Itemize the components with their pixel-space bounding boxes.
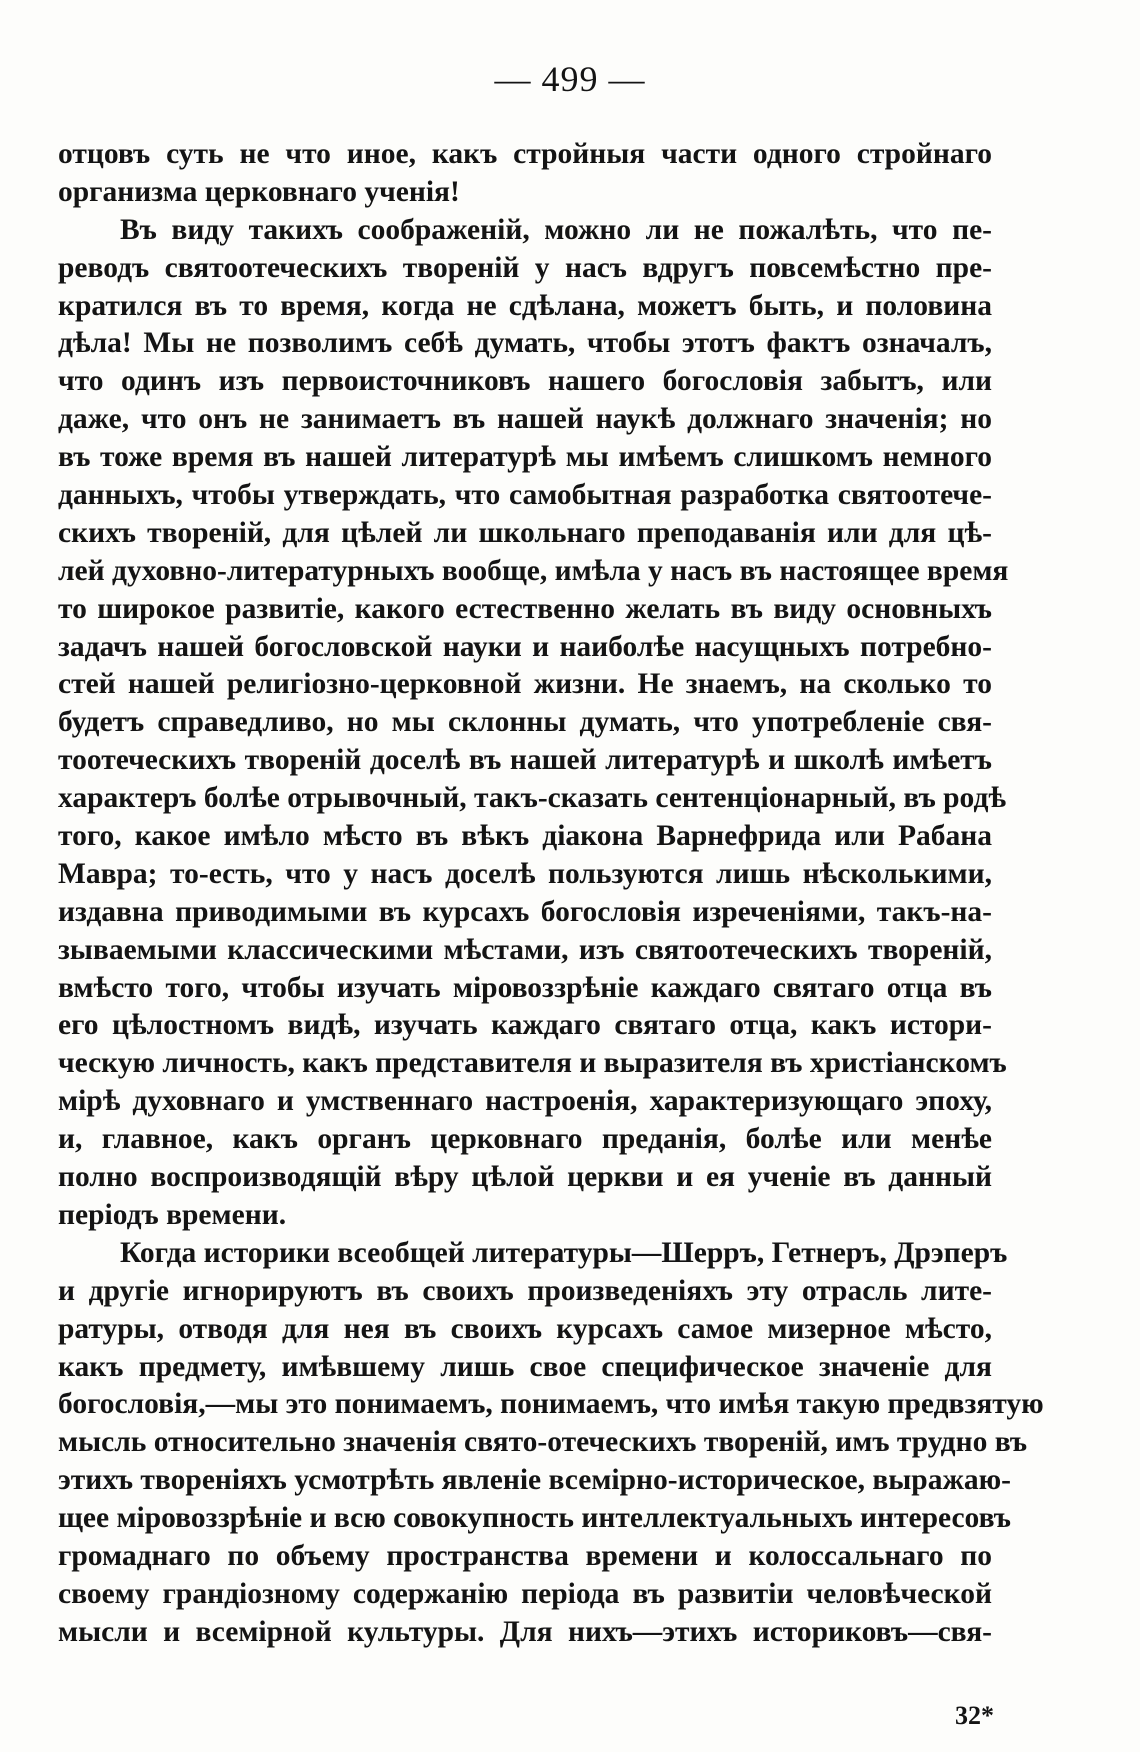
- text-line: будетъ справедливо, но мы склонны думать, что употребленіе свя-: [58, 706, 992, 739]
- text-line: стей нашей религіозно-церковной жизни. Не знаемъ, на сколько то: [58, 668, 992, 701]
- text-line: щее міровоззрѣніе и всю совокупность интеллектуальныхъ интересовъ: [58, 1502, 1011, 1535]
- text-line: Когда историки всеобщей литературы—Шерръ, Гетнеръ, Дрэперъ: [120, 1236, 1008, 1269]
- text-line: даже, что онъ не занимаетъ въ нашей наукѣ должнаго значенія; но: [58, 403, 992, 436]
- text-line: Въ виду такихъ соображеній, можно ли не пожалѣть, что пе-: [120, 213, 992, 246]
- text-line: ческую личность, какъ представителя и выразителя въ христіанскомъ: [58, 1047, 1007, 1080]
- text-line: зываемыми классическими мѣстами, изъ святоотеческихъ твореній,: [58, 933, 992, 966]
- text-line: тоотеческихъ твореній доселѣ въ нашей литературѣ и школѣ имѣетъ: [58, 744, 992, 777]
- text-line: организма церковнаго ученія!: [58, 175, 460, 208]
- paragraph: [58, 1235, 1044, 1652]
- text-line: Мавра; то-есть, что у насъ доселѣ пользуются лишь нѣсколькими,: [58, 857, 992, 890]
- text-line: богословія,—мы это понимаемъ, понимаемъ, что имѣя такую предвзятую: [58, 1388, 1044, 1421]
- text-line: періодъ времени.: [58, 1198, 287, 1231]
- text-line: кратился въ то время, когда не сдѣлана, можетъ быть, и половина: [58, 289, 992, 322]
- text-line: то широкое развитіе, какого естественно желать въ виду основныхъ: [58, 592, 992, 625]
- paragraph: [58, 136, 992, 212]
- page-number: — 499 —: [494, 59, 646, 99]
- text-line: того, какое имѣло мѣсто въ вѣкъ діакона Варнефрида или Рабана: [58, 820, 992, 853]
- text-line: ратуры, отводя для нея въ своихъ курсахъ самое мизерное мѣсто,: [58, 1312, 992, 1345]
- text-line: реводъ святоотеческихъ твореній у насъ вдругъ повсемѣстно пре-: [58, 251, 992, 284]
- text-line: задачъ нашей богословской науки и наиболѣе насущныхъ потребно-: [58, 630, 992, 663]
- body-text: [58, 136, 1044, 1652]
- text-line: своему грандіозному содержанію періода въ развитіи человѣческой: [58, 1577, 992, 1610]
- text-line: громаднаго по объему пространства времени и колоссальнаго по: [58, 1539, 992, 1572]
- text-line: данныхъ, чтобы утверждать, что самобытная разработка святоотече-: [58, 479, 992, 512]
- text-line: характеръ болѣе отрывочный, такъ-сказать сентенціонарный, въ родѣ: [58, 782, 1007, 815]
- text-line: мірѣ духовнаго и умственнаго настроенія, характеризующаго эпоху,: [58, 1085, 992, 1118]
- text-line: скихъ твореній, для цѣлей ли школьнаго преподаванія или для цѣ-: [58, 516, 992, 549]
- text-line: его цѣлостномъ видѣ, изучать каждаго святаго отца, какъ истори-: [58, 1009, 992, 1042]
- text-line: и, главное, какъ органъ церковнаго преданія, болѣе или менѣе: [58, 1123, 992, 1156]
- text-line: мысли и всемірной культуры. Для нихъ—этихъ историковъ—свя-: [58, 1615, 992, 1648]
- text-line: вмѣсто того, чтобы изучать міровоззрѣніе каждаго святаго отца въ: [58, 971, 992, 1004]
- text-line: издавна приводимыми въ курсахъ богословія изреченіями, такъ-на-: [58, 895, 992, 928]
- text-line: лей духовно-литературныхъ вообще, имѣла у насъ въ настоящее время: [58, 554, 1009, 587]
- text-line: въ тоже время въ нашей литературѣ мы имѣемъ слишкомъ немного: [58, 441, 992, 474]
- signature-mark: 32*: [955, 1701, 994, 1730]
- paragraph: [58, 212, 1009, 1235]
- text-line: этихъ твореніяхъ усмотрѣть явленіе всемірно-историческое, выражаю-: [58, 1464, 1011, 1497]
- text-line: дѣла! Мы не позволимъ себѣ думать, чтобы этотъ фактъ означалъ,: [58, 327, 992, 360]
- text-line: отцовъ суть не что иное, какъ стройныя части одного стройнаго: [58, 138, 992, 170]
- text-line: что одинъ изъ первоисточниковъ нашего богословія забытъ, или: [58, 365, 992, 398]
- text-line: и другіе игнорируютъ въ своихъ произведеніяхъ эту отрасль лите-: [58, 1274, 992, 1307]
- text-line: какъ предмету, имѣвшему лишь свое специфическое значеніе для: [58, 1350, 992, 1383]
- text-line: мысль относительно значенія свято-отеческихъ твореній, имъ трудно въ: [58, 1426, 1028, 1459]
- text-line: полно воспроизводящій вѣру цѣлой церкви и ея ученіе въ данный: [58, 1161, 992, 1194]
